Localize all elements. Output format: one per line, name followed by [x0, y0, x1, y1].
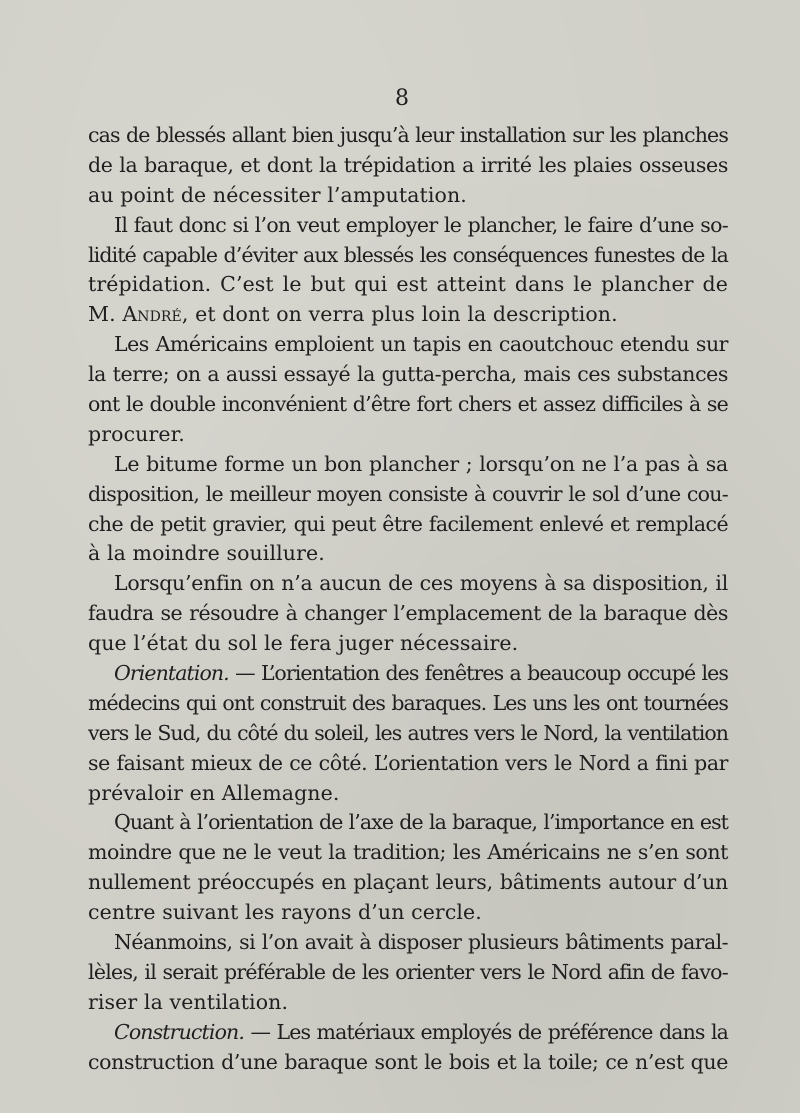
text-line: lidité capable d’éviter aux blessés les conséquences funestes de la — [88, 242, 728, 267]
text-line: procurer. — [88, 421, 185, 446]
text-line: vers le Sud, du côté du soleil, les autres vers le Nord, la ventilation — [88, 720, 728, 745]
text-line: médecins qui ont construit des baraques. Les uns les ont tournées — [88, 690, 728, 715]
text-fragment: — Les matériaux employés de préférence dans la — [244, 1019, 728, 1044]
body-text — [88, 121, 728, 1078]
text-fragment: M. — [88, 302, 123, 327]
text-line: Il faut donc si l’on veut employer le plancher, le faire d’une so- — [114, 212, 728, 237]
text-line: nullement préoccupés en plaçant leurs, bâtiments autour d’un — [88, 870, 728, 895]
text-line: que l’état du sol le fera juger nécessaire. — [88, 631, 519, 656]
text-line: moindre que ne le veut la tradition; les Américains ne s’en sont — [88, 840, 728, 865]
text-line: Les Américains emploient un tapis en caoutchouc etendu sur — [114, 332, 728, 357]
text-line: construction d’une baraque sont le bois et la toile; ce n’est que — [88, 1049, 728, 1074]
text-line: centre suivant les rayons d’un cercle. — [88, 900, 482, 925]
text-line: Le bitume forme un bon plancher ; lorsqu’on ne l’a pas à sa — [114, 451, 728, 476]
text-line: Lorsqu’enfin on n’a aucun de ces moyens à sa disposition, il — [114, 571, 728, 596]
section-heading: Construction. — [114, 1019, 245, 1044]
text-fragment: , et dont on verra plus loin la description. — [181, 302, 618, 327]
text-line — [88, 659, 728, 689]
text-line: faudra se résoudre à changer l’emplacement de la baraque dès — [88, 601, 728, 626]
text-line: au point de nécessiter l’amputation. — [88, 182, 467, 207]
text-line: riser la ventilation. — [88, 989, 289, 1014]
text-line — [88, 1018, 728, 1048]
text-line: ont le double inconvénient d’être fort chers et assez difficiles à se — [88, 392, 728, 417]
text-line: prévaloir en Allemagne. — [88, 780, 340, 805]
text-line — [88, 300, 728, 330]
text-line: la terre; on a aussi essayé la gutta-percha, mais ces substances — [88, 362, 728, 387]
text-line: Néanmoins, si l’on avait à disposer plusieurs bâtiments paral- — [114, 930, 728, 955]
page-number: 8 — [395, 86, 409, 111]
text-line: de la baraque, et dont la trépidation a irrité les plaies osseuses — [88, 152, 728, 177]
text-line: che de petit gravier, qui peut être facilement enlevé et remplacé — [88, 511, 728, 536]
text-line: disposition, le meilleur moyen consiste à couvrir le sol d’une cou- — [88, 481, 728, 506]
text-line: se faisant mieux de ce côté. L’orientation vers le Nord a fini par — [88, 750, 728, 775]
text-fragment: — L’orientation des fenêtres a beaucoup occupé les — [228, 661, 728, 686]
text-line: cas de blessés allant bien jusqu’à leur installation sur les planches — [88, 123, 728, 147]
section-heading: Orientation. — [114, 661, 229, 686]
author-name: André — [122, 302, 182, 327]
text-line: lèles, il serait préférable de les orienter vers le Nord afin de favo- — [88, 959, 728, 984]
text-line: à la moindre souillure. — [88, 541, 325, 566]
text-line: trépidation. C’est le but qui est atteint dans le plancher de — [88, 272, 728, 297]
text-line: Quant à l’orientation de l’axe de la baraque, l’importance en est — [114, 810, 728, 835]
